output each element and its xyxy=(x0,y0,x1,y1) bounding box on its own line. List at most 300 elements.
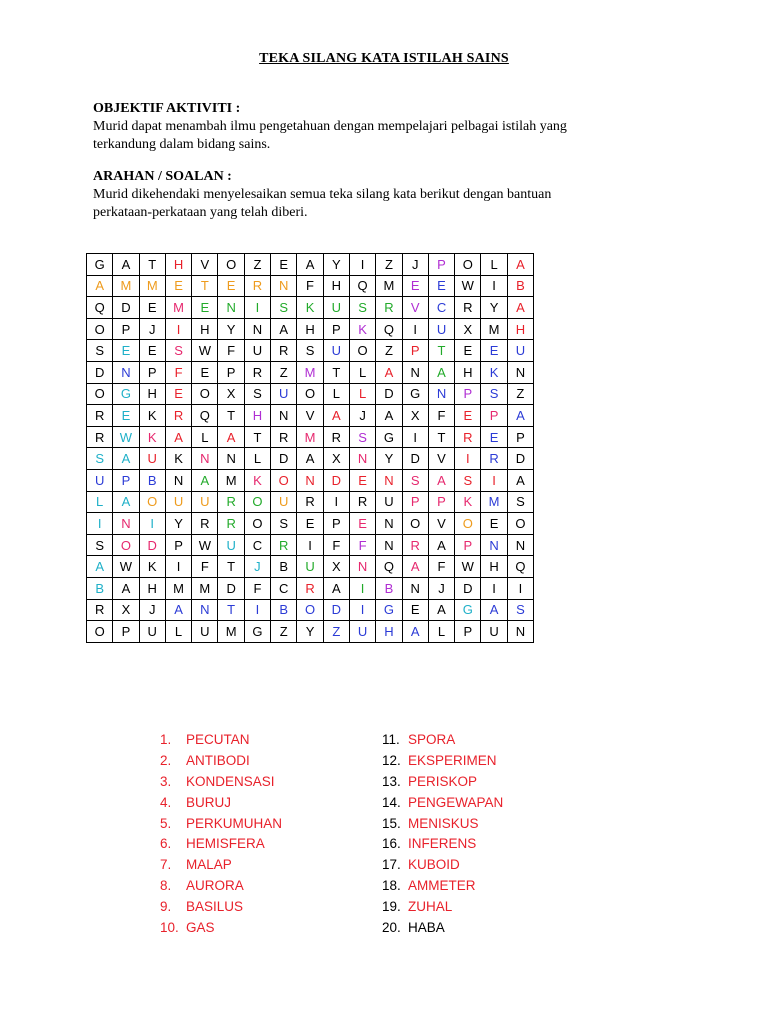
grid-cell: P xyxy=(323,318,349,340)
grid-cell: F xyxy=(165,361,191,383)
grid-cell: C xyxy=(244,534,270,556)
word-text: INFERENS xyxy=(408,836,477,852)
grid-cell: L xyxy=(349,361,375,383)
grid-cell: H xyxy=(455,361,481,383)
grid-cell: K xyxy=(139,405,165,427)
grid-cell: S xyxy=(481,383,507,405)
word-number: 4. xyxy=(160,794,172,810)
grid-cell: A xyxy=(271,318,297,340)
word-text: BASILUS xyxy=(186,899,244,915)
grid-row xyxy=(87,556,534,578)
grid-cell: T xyxy=(244,426,270,448)
grid-cell: P xyxy=(113,318,139,340)
grid-cell: S xyxy=(271,513,297,535)
grid-cell: N xyxy=(271,405,297,427)
grid-cell: M xyxy=(165,577,191,599)
grid-cell: A xyxy=(428,534,454,556)
grid-cell: M xyxy=(139,275,165,297)
grid-cell: O xyxy=(297,383,323,405)
grid-cell: J xyxy=(244,556,270,578)
word-text: ZUHAL xyxy=(408,899,453,915)
instructions-line-2: perkataan-perkataan yang telah diberi. xyxy=(93,205,308,220)
grid-cell: N xyxy=(376,469,402,491)
grid-cell: Q xyxy=(349,275,375,297)
grid-cell: H xyxy=(165,254,191,276)
grid-cell: T xyxy=(139,254,165,276)
grid-cell: O xyxy=(507,513,533,535)
grid-cell: P xyxy=(428,254,454,276)
grid-cell: O xyxy=(87,621,113,643)
grid-cell: H xyxy=(192,318,218,340)
grid-cell: O xyxy=(113,534,139,556)
grid-cell: P xyxy=(113,469,139,491)
grid-cell: O xyxy=(455,254,481,276)
grid-cell: K xyxy=(139,426,165,448)
grid-cell: B xyxy=(271,556,297,578)
grid-cell: I xyxy=(165,556,191,578)
grid-cell: C xyxy=(271,577,297,599)
word-number: 19. xyxy=(382,899,401,915)
grid-cell: N xyxy=(113,513,139,535)
grid-cell: A xyxy=(165,599,191,621)
page-title: TEKA SILANG KATA ISTILAH SAINS xyxy=(259,51,509,66)
grid-cell: D xyxy=(455,577,481,599)
grid-cell: F xyxy=(428,556,454,578)
grid-cell: D xyxy=(87,361,113,383)
grid-cell: N xyxy=(271,275,297,297)
grid-cell: U xyxy=(165,491,191,513)
word-list-item xyxy=(160,730,282,751)
grid-cell: L xyxy=(349,383,375,405)
grid-cell: R xyxy=(218,491,244,513)
grid-cell: K xyxy=(139,556,165,578)
word-list-item xyxy=(382,855,503,876)
grid-cell: K xyxy=(481,361,507,383)
grid-cell: O xyxy=(402,513,428,535)
grid-cell: L xyxy=(244,448,270,470)
grid-cell: D xyxy=(323,599,349,621)
grid-cell: K xyxy=(165,448,191,470)
word-number: 20. xyxy=(382,920,401,936)
grid-cell: P xyxy=(507,426,533,448)
grid-cell: M xyxy=(113,275,139,297)
grid-cell: E xyxy=(192,297,218,319)
grid-cell: L xyxy=(323,383,349,405)
grid-cell: F xyxy=(192,556,218,578)
grid-cell: X xyxy=(218,383,244,405)
grid-cell: P xyxy=(481,405,507,427)
grid-cell: M xyxy=(218,621,244,643)
grid-cell: A xyxy=(402,621,428,643)
word-text: PENGEWAPAN xyxy=(408,794,504,810)
grid-cell: N xyxy=(192,448,218,470)
grid-cell: R xyxy=(271,426,297,448)
grid-cell: Z xyxy=(271,621,297,643)
grid-cell: E xyxy=(113,405,139,427)
grid-cell: I xyxy=(349,577,375,599)
grid-cell: M xyxy=(481,491,507,513)
grid-cell: B xyxy=(271,599,297,621)
objective-heading: OBJEKTIF AKTIVITI : xyxy=(93,101,241,116)
grid-cell: S xyxy=(271,297,297,319)
grid-cell: O xyxy=(271,469,297,491)
word-list-item xyxy=(160,918,282,939)
grid-cell: S xyxy=(87,340,113,362)
grid-cell: U xyxy=(244,340,270,362)
grid-cell: S xyxy=(507,599,533,621)
grid-row xyxy=(87,448,534,470)
objective-line-2: terkandung dalam bidang sains. xyxy=(93,137,271,152)
grid-cell: N xyxy=(376,513,402,535)
grid-cell: J xyxy=(349,405,375,427)
grid-cell: E xyxy=(271,254,297,276)
grid-cell: R xyxy=(402,534,428,556)
grid-cell: E xyxy=(349,513,375,535)
grid-cell: L xyxy=(192,426,218,448)
grid-cell: I xyxy=(323,491,349,513)
grid-cell: M xyxy=(297,426,323,448)
word-text: GAS xyxy=(186,920,215,936)
grid-cell: F xyxy=(218,340,244,362)
grid-cell: L xyxy=(165,621,191,643)
grid-cell: P xyxy=(402,340,428,362)
grid-cell: I xyxy=(165,318,191,340)
grid-row xyxy=(87,426,534,448)
grid-cell: Q xyxy=(507,556,533,578)
grid-cell: I xyxy=(244,599,270,621)
grid-cell: R xyxy=(271,340,297,362)
grid-cell: F xyxy=(297,275,323,297)
grid-cell: X xyxy=(455,318,481,340)
grid-cell: Z xyxy=(323,621,349,643)
grid-cell: R xyxy=(481,448,507,470)
grid-cell: E xyxy=(428,275,454,297)
grid-cell: S xyxy=(349,426,375,448)
grid-cell: R xyxy=(455,297,481,319)
word-number: 6. xyxy=(160,836,172,852)
grid-cell: T xyxy=(218,599,244,621)
grid-cell: A xyxy=(402,556,428,578)
grid-cell: N xyxy=(507,534,533,556)
grid-cell: V xyxy=(192,254,218,276)
grid-cell: Y xyxy=(165,513,191,535)
grid-cell: R xyxy=(376,297,402,319)
grid-cell: P xyxy=(455,383,481,405)
word-list-item xyxy=(382,793,503,814)
grid-cell: L xyxy=(428,621,454,643)
grid-cell: D xyxy=(139,534,165,556)
grid-cell: R xyxy=(87,599,113,621)
grid-cell: Q xyxy=(192,405,218,427)
word-list-item xyxy=(160,876,282,897)
grid-cell: A xyxy=(87,556,113,578)
objective-text xyxy=(93,118,653,154)
grid-cell: P xyxy=(139,361,165,383)
grid-cell: U xyxy=(271,491,297,513)
word-number: 5. xyxy=(160,815,172,831)
grid-cell: R xyxy=(323,426,349,448)
grid-cell: R xyxy=(271,534,297,556)
grid-cell: R xyxy=(165,405,191,427)
grid-cell: Y xyxy=(323,254,349,276)
grid-cell: E xyxy=(455,340,481,362)
grid-row xyxy=(87,254,534,276)
grid-cell: R xyxy=(218,513,244,535)
grid-cell: B xyxy=(87,577,113,599)
grid-cell: S xyxy=(165,340,191,362)
grid-cell: X xyxy=(323,556,349,578)
grid-row xyxy=(87,621,534,643)
grid-cell: E xyxy=(297,513,323,535)
grid-cell: S xyxy=(402,469,428,491)
grid-cell: S xyxy=(507,491,533,513)
word-list-item xyxy=(160,793,282,814)
grid-cell: U xyxy=(87,469,113,491)
grid-cell: I xyxy=(402,426,428,448)
word-text: EKSPERIMEN xyxy=(408,752,497,768)
instructions-heading: ARAHAN / SOALAN : xyxy=(93,169,232,184)
grid-cell: A xyxy=(428,469,454,491)
grid-cell: U xyxy=(139,448,165,470)
grid-cell: E xyxy=(481,426,507,448)
grid-cell: H xyxy=(139,383,165,405)
word-text: BURUJ xyxy=(186,794,232,810)
word-text: PERKUMUHAN xyxy=(186,815,283,831)
grid-cell: H xyxy=(323,275,349,297)
grid-cell: M xyxy=(376,275,402,297)
grid-cell: A xyxy=(507,405,533,427)
grid-cell: J xyxy=(139,599,165,621)
grid-cell: U xyxy=(507,340,533,362)
grid-cell: D xyxy=(507,448,533,470)
grid-cell: N xyxy=(428,383,454,405)
grid-cell: P xyxy=(113,621,139,643)
word-number: 1. xyxy=(160,732,172,747)
grid-cell: G xyxy=(244,621,270,643)
grid-cell: H xyxy=(297,318,323,340)
grid-cell: O xyxy=(87,318,113,340)
grid-cell: U xyxy=(192,621,218,643)
grid-cell: I xyxy=(455,448,481,470)
grid-cell: M xyxy=(192,577,218,599)
grid-cell: A xyxy=(218,426,244,448)
grid-cell: K xyxy=(244,469,270,491)
grid-cell: M xyxy=(165,297,191,319)
grid-cell: T xyxy=(218,556,244,578)
grid-cell: E xyxy=(402,599,428,621)
grid-cell: D xyxy=(323,469,349,491)
word-list-item xyxy=(382,772,503,793)
grid-cell: O xyxy=(244,513,270,535)
grid-cell: A xyxy=(428,361,454,383)
grid-cell: A xyxy=(297,254,323,276)
grid-cell: M xyxy=(218,469,244,491)
grid-cell: G xyxy=(376,599,402,621)
grid-cell: O xyxy=(218,254,244,276)
grid-cell: Z xyxy=(244,254,270,276)
grid-cell: U xyxy=(481,621,507,643)
word-list-right xyxy=(382,730,503,939)
grid-cell: Y xyxy=(481,297,507,319)
grid-cell: I xyxy=(481,577,507,599)
grid-cell: N xyxy=(481,534,507,556)
grid-cell: F xyxy=(428,405,454,427)
grid-cell: N xyxy=(507,621,533,643)
grid-row xyxy=(87,297,534,319)
word-text: AMMETER xyxy=(408,878,476,894)
grid-cell: I xyxy=(349,599,375,621)
grid-cell: V xyxy=(428,513,454,535)
word-text: HEMISFERA xyxy=(186,836,265,852)
word-number: 11. xyxy=(382,732,400,747)
grid-cell: M xyxy=(481,318,507,340)
grid-cell: M xyxy=(297,361,323,383)
grid-cell: G xyxy=(113,383,139,405)
grid-cell: N xyxy=(297,469,323,491)
grid-cell: U xyxy=(428,318,454,340)
grid-cell: A xyxy=(481,599,507,621)
grid-cell: T xyxy=(218,405,244,427)
grid-cell: N xyxy=(192,599,218,621)
grid-cell: Q xyxy=(376,556,402,578)
word-text: ANTIBODI xyxy=(186,752,250,768)
grid-cell: N xyxy=(113,361,139,383)
word-text: SPORA xyxy=(408,732,456,747)
word-text: MALAP xyxy=(186,857,232,873)
grid-cell: Y xyxy=(376,448,402,470)
grid-cell: G xyxy=(455,599,481,621)
grid-cell: A xyxy=(165,426,191,448)
grid-cell: E xyxy=(481,340,507,362)
grid-cell: U xyxy=(297,556,323,578)
grid-cell: I xyxy=(481,469,507,491)
grid-cell: I xyxy=(349,254,375,276)
grid-cell: W xyxy=(455,275,481,297)
word-text: PECUTAN xyxy=(186,732,250,747)
instructions-text xyxy=(93,186,653,222)
grid-cell: E xyxy=(192,361,218,383)
grid-cell: S xyxy=(87,448,113,470)
grid-cell: K xyxy=(297,297,323,319)
word-number: 14. xyxy=(382,794,401,810)
word-list-item xyxy=(382,834,503,855)
word-number: 7. xyxy=(160,857,172,873)
grid-cell: S xyxy=(87,534,113,556)
word-number: 9. xyxy=(160,899,172,915)
grid-cell: P xyxy=(428,491,454,513)
grid-cell: E xyxy=(165,275,191,297)
grid-cell: O xyxy=(297,599,323,621)
grid-cell: P xyxy=(455,621,481,643)
grid-cell: U xyxy=(323,297,349,319)
objective-line-1: Murid dapat menambah ilmu pengetahuan dengan mempelajari pelbagai istilah yang xyxy=(93,119,567,134)
word-text: MENISKUS xyxy=(408,815,479,831)
word-search-grid xyxy=(86,253,534,643)
grid-cell: D xyxy=(402,448,428,470)
grid-cell: I xyxy=(87,513,113,535)
grid-cell: R xyxy=(244,275,270,297)
grid-row xyxy=(87,318,534,340)
grid-cell: W xyxy=(192,340,218,362)
word-number: 16. xyxy=(382,836,401,852)
grid-cell: N xyxy=(507,361,533,383)
grid-cell: E xyxy=(402,275,428,297)
instructions-line-1: Murid dikehendaki menyelesaikan semua teka silang kata berikut dengan bantuan xyxy=(93,187,552,202)
grid-row xyxy=(87,491,534,513)
word-list-item xyxy=(382,751,503,772)
grid-cell: E xyxy=(349,469,375,491)
grid-cell: W xyxy=(192,534,218,556)
word-list-item xyxy=(160,814,282,835)
grid-cell: A xyxy=(87,275,113,297)
grid-cell: N xyxy=(402,361,428,383)
grid-cell: X xyxy=(402,405,428,427)
word-list-item xyxy=(382,918,503,939)
word-list-item xyxy=(160,772,282,793)
word-list-item xyxy=(382,876,503,897)
grid-cell: W xyxy=(113,556,139,578)
grid-cell: V xyxy=(428,448,454,470)
grid-cell: U xyxy=(218,534,244,556)
grid-cell: Q xyxy=(376,318,402,340)
grid-cell: P xyxy=(218,361,244,383)
word-list-left xyxy=(160,730,282,939)
grid-cell: R xyxy=(244,361,270,383)
grid-cell: T xyxy=(192,275,218,297)
word-list-item xyxy=(382,897,503,918)
grid-cell: N xyxy=(349,448,375,470)
grid-cell: B xyxy=(139,469,165,491)
grid-cell: D xyxy=(271,448,297,470)
grid-cell: A xyxy=(507,469,533,491)
grid-cell: E xyxy=(218,275,244,297)
grid-cell: A xyxy=(113,491,139,513)
word-list-item xyxy=(160,855,282,876)
grid-cell: W xyxy=(113,426,139,448)
word-text: HABA xyxy=(408,920,445,936)
grid-cell: S xyxy=(297,340,323,362)
grid-cell: U xyxy=(192,491,218,513)
grid-row xyxy=(87,534,534,556)
grid-cell: A xyxy=(507,297,533,319)
grid-cell: X xyxy=(323,448,349,470)
grid-cell: O xyxy=(139,491,165,513)
grid-cell: E xyxy=(165,383,191,405)
grid-cell: R xyxy=(87,426,113,448)
grid-cell: F xyxy=(244,577,270,599)
grid-cell: F xyxy=(323,534,349,556)
grid-cell: Z xyxy=(376,254,402,276)
grid-cell: S xyxy=(244,383,270,405)
grid-cell: X xyxy=(113,599,139,621)
grid-cell: E xyxy=(455,405,481,427)
grid-cell: J xyxy=(139,318,165,340)
grid-cell: H xyxy=(507,318,533,340)
grid-row xyxy=(87,361,534,383)
grid-cell: G xyxy=(376,426,402,448)
grid-cell: A xyxy=(113,448,139,470)
word-number: 17. xyxy=(382,857,401,873)
grid-cell: H xyxy=(481,556,507,578)
word-list-item xyxy=(160,751,282,772)
grid-cell: V xyxy=(297,405,323,427)
grid-cell: Q xyxy=(87,297,113,319)
grid-cell: I xyxy=(402,318,428,340)
grid-cell: A xyxy=(192,469,218,491)
grid-cell: A xyxy=(113,577,139,599)
grid-cell: O xyxy=(87,383,113,405)
grid-cell: J xyxy=(428,577,454,599)
